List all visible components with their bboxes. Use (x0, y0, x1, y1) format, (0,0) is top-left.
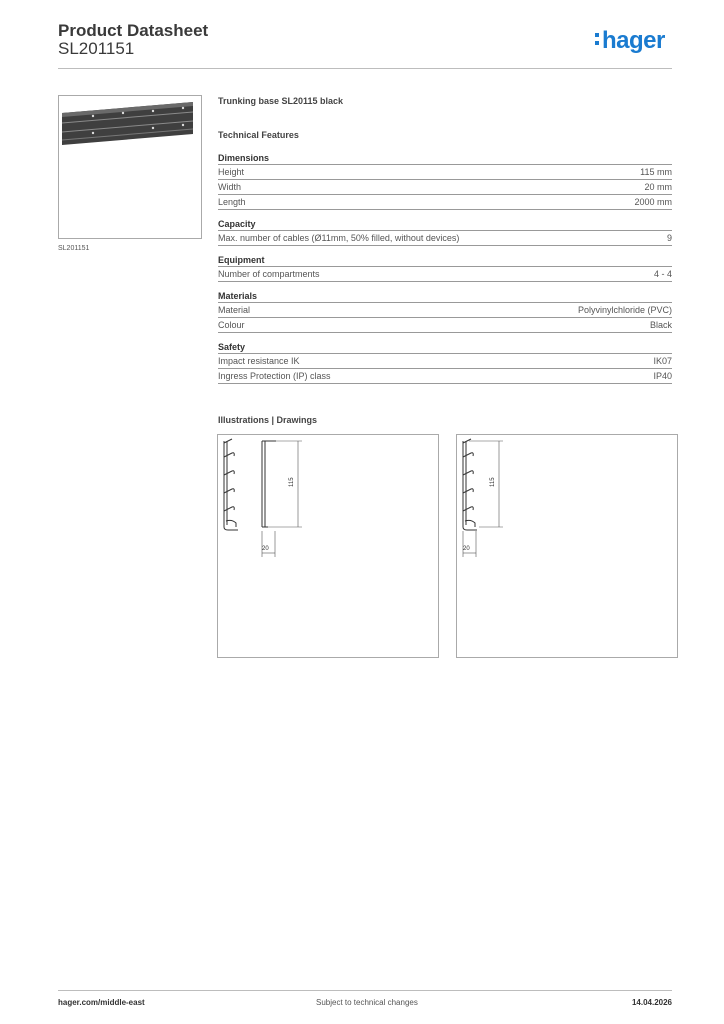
footer-date: 14.04.2026 (631, 998, 672, 1007)
spec-label: Height (218, 167, 245, 177)
spec-label: Max. number of cables (Ø11mm, 50% filled, without devices) (218, 233, 460, 243)
technical-drawing-1 (217, 434, 439, 658)
trunking-photo-icon (59, 96, 201, 238)
spec-label: Colour (218, 320, 245, 330)
section-title: Equipment (218, 254, 672, 267)
spec-row (218, 318, 672, 333)
section-dimensions (218, 152, 672, 210)
technical-drawing-2 (456, 434, 678, 658)
spec-value: 115 mm (640, 167, 672, 177)
height-dimension-label: 115 (490, 477, 496, 487)
height-dimension-label: 115 (289, 477, 295, 487)
section-capacity (218, 218, 672, 246)
spec-row (218, 354, 672, 369)
logo-text: hager (602, 27, 665, 54)
spec-value: 2000 mm (634, 197, 672, 207)
spec-value: Polyvinylchloride (PVC) (577, 305, 672, 315)
spec-value: 20 mm (644, 182, 672, 192)
spec-label: Width (218, 182, 242, 192)
spec-row (218, 195, 672, 210)
width-dimension-label: 20 (463, 546, 470, 552)
spec-label: Ingress Protection (IP) class (218, 371, 331, 381)
spec-row (218, 165, 672, 180)
product-name: Trunking base SL20115 black (218, 96, 344, 106)
page-title: Product Datasheet (58, 21, 209, 40)
section-materials (218, 290, 672, 333)
footer-divider (58, 990, 672, 991)
profile-drawing-icon (218, 435, 438, 657)
spec-value: IP40 (653, 371, 672, 381)
logo-dots-icon (595, 29, 601, 47)
spec-label: Impact resistance IK (218, 356, 300, 366)
technical-features-heading: Technical Features (218, 130, 299, 140)
footer-notice: Subject to technical changes (316, 998, 418, 1007)
illustrations-heading: Illustrations | Drawings (218, 415, 318, 425)
product-photo (58, 95, 202, 239)
profile-drawing-icon (457, 435, 677, 657)
hager-logo (595, 29, 665, 53)
spec-row (218, 267, 672, 282)
spec-row (218, 369, 672, 384)
footer-website-link[interactable]: hager.com/middle-east (58, 998, 145, 1007)
photo-caption: SL201151 (58, 245, 90, 252)
spec-row (218, 303, 672, 318)
spec-label: Number of compartments (218, 269, 320, 279)
spec-label: Material (218, 305, 251, 315)
spec-value: IK07 (653, 356, 672, 366)
header-divider (58, 68, 672, 69)
section-safety (218, 341, 672, 384)
section-title: Dimensions (218, 152, 672, 165)
product-code: SL201151 (58, 39, 135, 58)
spec-value: 9 (666, 233, 672, 243)
width-dimension-label: 20 (262, 546, 269, 552)
section-equipment (218, 254, 672, 282)
technical-content (218, 96, 672, 392)
spec-row (218, 231, 672, 246)
section-title: Safety (218, 341, 672, 354)
section-title: Capacity (218, 218, 672, 231)
spec-label: Length (218, 197, 246, 207)
spec-row (218, 180, 672, 195)
spec-value: 4 - 4 (653, 269, 672, 279)
spec-value: Black (649, 320, 672, 330)
section-title: Materials (218, 290, 672, 303)
